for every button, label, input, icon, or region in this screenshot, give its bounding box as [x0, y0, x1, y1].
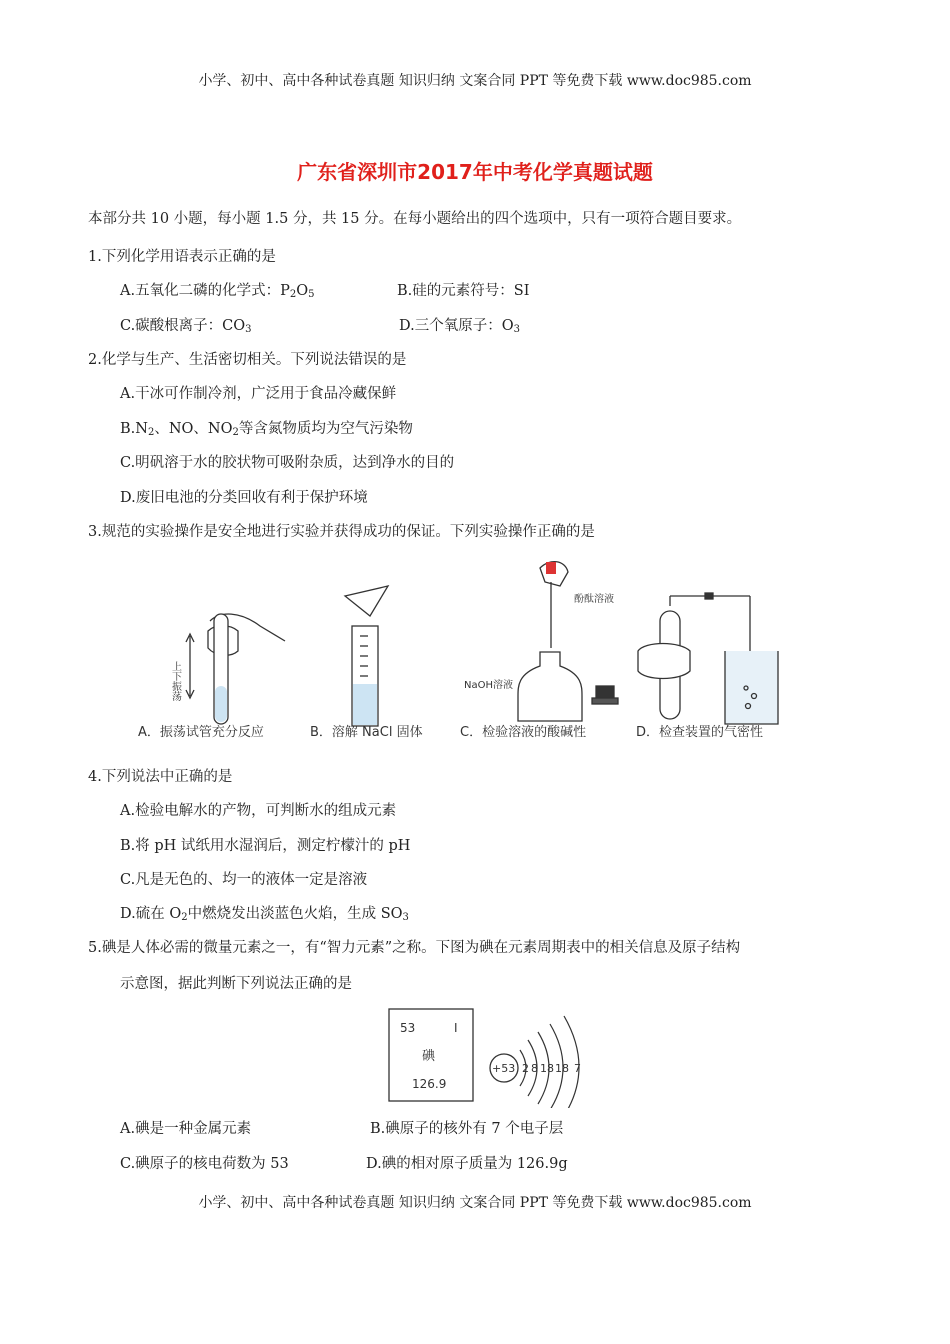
element-number: 53	[400, 1021, 416, 1035]
q4-option-a: A.检验电解水的产物，可判断水的组成元素	[120, 803, 397, 819]
figure-c-caption: C．检验溶液的酸碱性	[460, 725, 587, 740]
section-intro: 本部分共 10 小题，每小题 1.5 分，共 15 分。在每小题给出的四个选项中，只有一项符合题目要求。	[88, 211, 742, 227]
shell-2: 8	[531, 1062, 538, 1075]
q2-option-d: D.废旧电池的分类回收有利于保护环境	[120, 490, 368, 506]
q4-stem: 4.下列说法中正确的是	[88, 769, 233, 785]
page-footer: 小学、初中、高中各种试卷真题 知识归纳 文案合同 PPT 等免费下载 www.doc985.com	[198, 1195, 752, 1211]
shell-3: 18	[540, 1062, 554, 1075]
figure-c-bottle	[518, 562, 618, 721]
q5-option-c: C.碘原子的核电荷数为 53	[120, 1156, 289, 1172]
figure-d-apparatus	[638, 593, 778, 724]
q1-option-b: B.硅的元素符号：SI	[397, 283, 530, 299]
figure-b-caption: B．溶解 NaCl 固体	[310, 725, 423, 740]
q1-option-c: C.碳酸根离子：$CO_3$	[120, 318, 252, 335]
element-symbol: I	[454, 1021, 458, 1035]
q5-option-d: D.碘的相对原子质量为 126.9g	[366, 1156, 568, 1172]
figure-c-label-side: NaOH溶液	[464, 680, 513, 691]
q1-option-d: D.三个氧原子：$O_3$	[399, 318, 520, 335]
q5-iodine-figure	[388, 1008, 608, 1108]
q2-option-b: $B.N_2$、NO、$NO_2$等含氮物质均为空气污染物	[120, 421, 413, 438]
q2-option-a: A.干冰可作制冷剂，广泛用于食品冷藏保鲜	[120, 386, 397, 402]
figure-b-cylinder	[345, 586, 388, 726]
figure-a-note: 上下振荡	[169, 661, 181, 701]
q5-stem-line1: 5.碘是人体必需的微量元素之一，有“智力元素”之称。下图为碘在元素周期表中的相关信息及原子结构	[88, 940, 741, 956]
figure-a-shaking-tube	[186, 614, 285, 724]
shell-1: 2	[522, 1062, 529, 1075]
shell-5: 7	[574, 1062, 581, 1075]
q5-option-a: A.碘是一种金属元素	[120, 1121, 252, 1137]
q1-stem: 1.下列化学用语表示正确的是	[88, 249, 276, 265]
figure-d-caption: D．检查装置的气密性	[636, 725, 764, 740]
q3-experiment-figure	[120, 556, 800, 746]
q4-option-c: C.凡是无色的、均一的液体一定是溶液	[120, 872, 368, 888]
page-title: 广东省深圳市2017年中考化学真题试题	[297, 160, 653, 184]
element-name: 碘	[422, 1049, 436, 1064]
atom-nucleus-charge: +53	[492, 1062, 516, 1075]
q3-stem: 3.规范的实验操作是安全地进行实验并获得成功的保证。下列实验操作正确的是	[88, 524, 595, 540]
q2-option-c: C.明矾溶于水的胶状物可吸附杂质，达到净水的目的	[120, 455, 455, 471]
q5-option-b: B.碘原子的核外有 7 个电子层	[370, 1121, 564, 1137]
q2-stem: 2.化学与生产、生活密切相关。下列说法错误的是	[88, 352, 407, 368]
element-mass: 126.9	[412, 1077, 447, 1091]
page-header: 小学、初中、高中各种试卷真题 知识归纳 文案合同 PPT 等免费下载 www.doc985.com	[198, 73, 752, 89]
figure-a-caption: A．振荡试管充分反应	[138, 725, 264, 740]
shell-4: 18	[555, 1062, 569, 1075]
q4-option-d: D.硫在 $O_2$中燃烧发出淡蓝色火焰，生成 $SO_3$	[120, 906, 409, 923]
q1-option-a: A.五氧化二磷的化学式：$P_2O_5$	[120, 283, 315, 300]
q4-option-b: B.将 pH 试纸用水湿润后，测定柠檬汁的 pH	[120, 838, 411, 854]
figure-c-label-top: 酚酞溶液	[574, 594, 614, 605]
q5-stem-line2: 示意图，据此判断下列说法正确的是	[120, 976, 352, 992]
